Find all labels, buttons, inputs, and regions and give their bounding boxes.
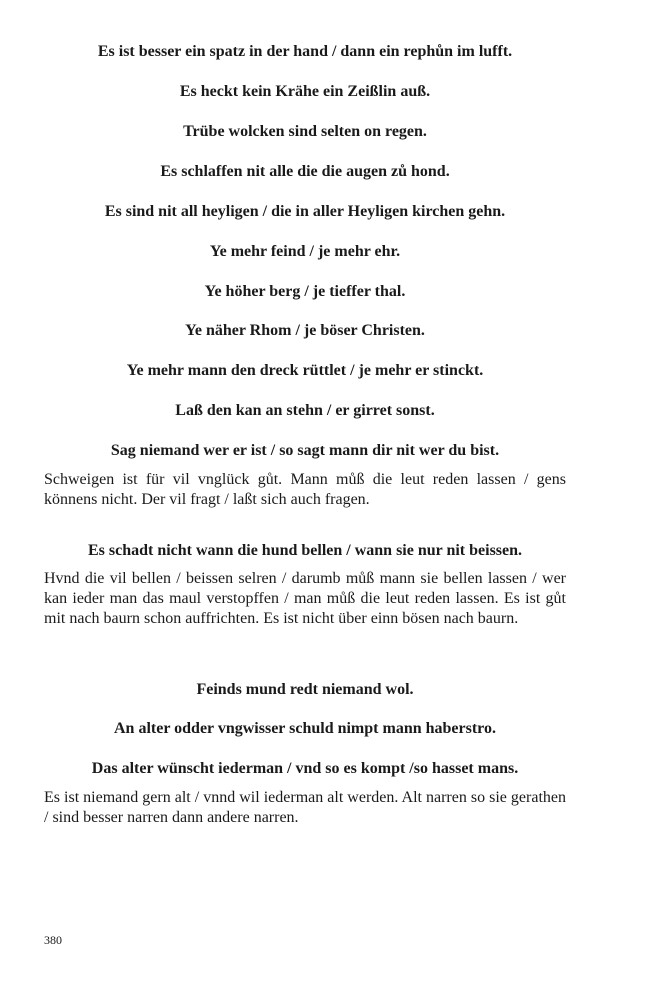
page-number: 380 [44, 933, 62, 947]
proverb-heading: Feinds mund redt niemand wol. [196, 681, 414, 698]
proverb-heading: Sag niemand wer er ist / so sagt mann dir nit wer du bist. [110, 442, 500, 459]
proverb-heading: Ye näher Rhom / je böser Christen. [185, 322, 425, 339]
proverb-heading: Das alter wünscht iederman / vnd so es kompt /so hasset mans. [91, 760, 519, 777]
proverb-heading: Ye höher berg / je tieffer thal. [204, 283, 406, 300]
proverb-heading: Es ist besser ein spatz in der hand / dann ein rephůn im lufft. [97, 43, 513, 60]
proverb-heading: Es schadt nicht wann die hund bellen / wann sie nur nit beissen. [87, 542, 523, 559]
proverb-heading: Es sind nit all heyligen / die in aller Heyligen kirchen gehn. [104, 203, 506, 220]
proverb-heading: Trübe wolcken sind selten on regen. [183, 123, 427, 140]
proverb-heading: Ye mehr mann den dreck rüttlet / je mehr er stinckt. [126, 362, 484, 379]
commentary-paragraph: Es ist niemand gern alt / vnnd wil iederman alt werden. Alt narren so sie gerathen / sind besser narren dann andere narren. [44, 789, 566, 826]
commentary-paragraph: Schweigen ist für vil vnglück gůt. Mann můß die leut reden lassen / gens könnens nicht. Der vil fragt / laßt sich auch fragen. [44, 471, 566, 508]
proverb-heading: Laß den kan an stehn / er girret sonst. [175, 402, 435, 419]
proverb-heading: Es heckt kein Krähe ein Zeißlin auß. [179, 83, 431, 100]
proverb-heading: Es schlaffen nit alle die die augen zů hond. [160, 163, 450, 180]
proverb-heading: An alter odder vngwisser schuld nimpt mann haberstro. [114, 720, 496, 737]
proverb-heading: Ye mehr feind / je mehr ehr. [209, 243, 401, 260]
commentary-paragraph: Hvnd die vil bellen / beissen selren / darumb můß mann sie bellen lassen / wer kan ieder man das maul verstopffen / man můß die leut reden lassen. Es ist gůt mit nach baurn schon auffrichten. Es ist nicht über einn bösen nach baurn. [44, 570, 566, 627]
